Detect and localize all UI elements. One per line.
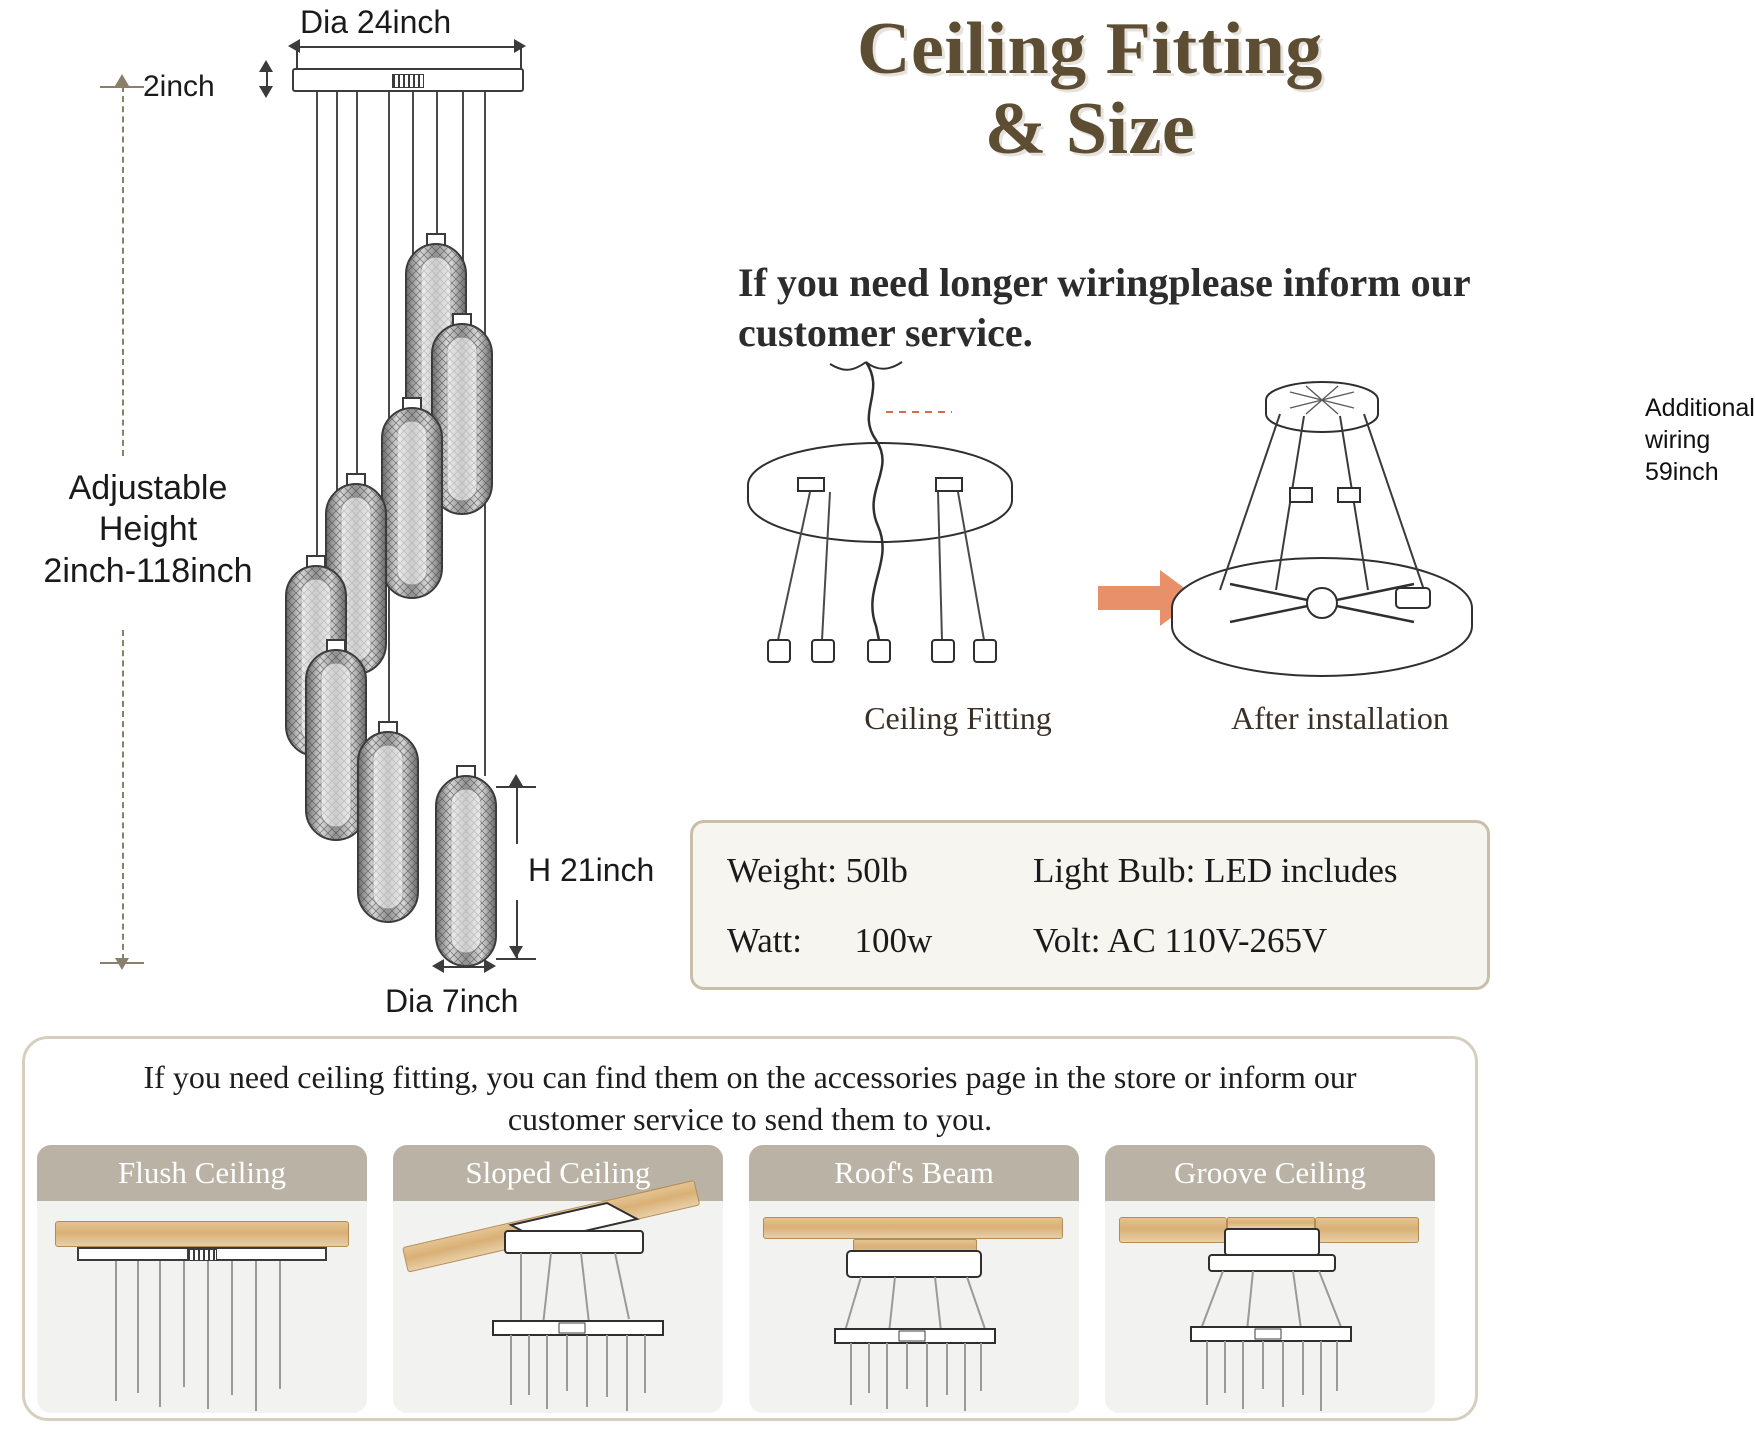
- ceiling-option-flush[interactable]: [37, 1145, 367, 1413]
- subtitle-text: If you need longer wiringplease inform our customer service.: [738, 260, 1470, 355]
- spec-watt: Watt: 100w: [727, 921, 933, 960]
- title-line-2: & Size: [984, 87, 1196, 170]
- caption-ceiling-fitting: Ceiling Fitting: [864, 700, 1052, 736]
- ceiling-fitting-options-panel: [22, 1036, 1478, 1421]
- accessories-note: If you need ceiling fitting, you can find them on the accessories page in the store or inform our customer service to send them to you.: [143, 1059, 1357, 1137]
- ceiling-fitting-illustration: [690, 340, 1500, 760]
- wire: [137, 1261, 139, 1393]
- sloped-ceiling-illustration: [393, 1201, 723, 1413]
- h-dim-line-upper: [516, 786, 518, 844]
- canopy-connector: [187, 1249, 217, 1261]
- sloped-canopy: [393, 1201, 723, 1413]
- specification-panel: [690, 820, 1490, 990]
- label-top-diameter: Dia 24inch: [300, 4, 452, 40]
- additional-wiring-note: Additional wiring 59inch: [1645, 394, 1755, 486]
- title-line-1: Ceiling Fitting: [857, 8, 1323, 90]
- label-fixture-height: H 21inch: [528, 852, 655, 888]
- page-title: [690, 10, 1490, 170]
- wire: [255, 1261, 257, 1411]
- dia7-arrow-left: [432, 959, 444, 973]
- caption-after-installation: After installation: [1231, 700, 1449, 736]
- spec-light-bulb: Light Bulb: LED includes: [1033, 851, 1398, 890]
- wire: [159, 1261, 161, 1407]
- label-adjustable-height: Adjustable Height 2inch-118inch: [43, 469, 253, 590]
- ceiling-option-title: Groove Ceiling: [1105, 1145, 1435, 1201]
- h-dim-arrow-down: [509, 946, 523, 958]
- ceiling-option-roofs-beam[interactable]: [749, 1145, 1079, 1413]
- right-column: [690, 0, 1755, 1030]
- wire: [231, 1261, 233, 1395]
- ceiling-option-sloped[interactable]: [393, 1145, 723, 1413]
- wire: [207, 1261, 209, 1409]
- groove-ceiling-illustration: [1105, 1201, 1435, 1413]
- roofs-beam-illustration: [749, 1201, 1079, 1413]
- spec-weight: Weight: 50lb: [727, 851, 908, 890]
- ceiling-option-groove[interactable]: [1105, 1145, 1435, 1413]
- ceiling-option-title: Roof's Beam: [749, 1145, 1079, 1201]
- h-dim-tick-bottom: [496, 958, 536, 960]
- label-bottom-diameter: Dia 7inch: [385, 983, 519, 1019]
- wire: [183, 1261, 185, 1387]
- spec-volt: Volt: AC 110V-265V: [1033, 921, 1328, 960]
- label-canopy-thickness: 2inch: [143, 70, 215, 103]
- beam-canopy: [749, 1201, 1079, 1413]
- wood-beam: [55, 1221, 349, 1247]
- h-dim-arrow-up: [509, 774, 523, 786]
- dia7-arrow-right: [484, 959, 496, 973]
- groove-canopy: [1105, 1201, 1435, 1413]
- wire: [115, 1261, 117, 1401]
- h-dim-tick-top: [496, 786, 536, 788]
- ceiling-option-title: Flush Ceiling: [37, 1145, 367, 1201]
- flush-ceiling-illustration: [37, 1201, 367, 1413]
- ceiling-option-title: Sloped Ceiling: [393, 1145, 723, 1201]
- wire: [279, 1261, 281, 1389]
- product-dimension-diagram: [0, 0, 680, 1030]
